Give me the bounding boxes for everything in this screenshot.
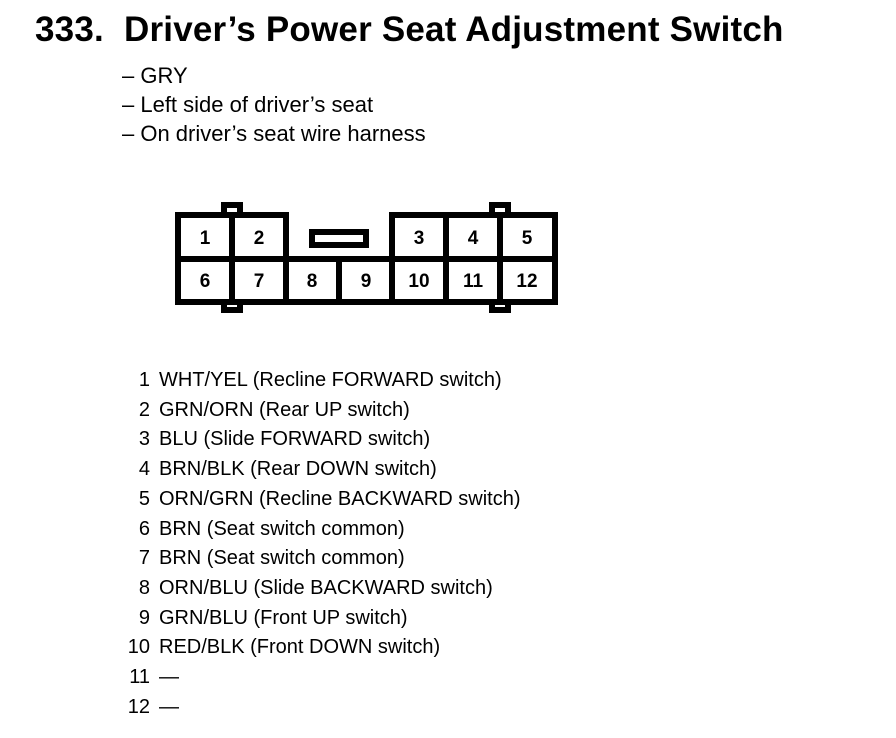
pin-description: BRN (Seat switch common) — [159, 547, 405, 570]
pin-row — [120, 366, 521, 396]
cavity-label-9: 9 — [360, 271, 372, 292]
pin-list — [120, 366, 521, 722]
cavity-label-10: 10 — [408, 271, 430, 292]
pin-row — [120, 455, 521, 485]
cavity-label-1: 1 — [199, 228, 211, 249]
pin-description: GRN/ORN (Rear UP switch) — [159, 398, 410, 421]
connector-diagram — [160, 195, 580, 325]
pin-number: 1 — [138, 369, 150, 391]
pin-description: GRN/BLU (Front UP switch) — [159, 606, 408, 629]
pin-number: 9 — [138, 606, 150, 629]
pin-row — [120, 693, 521, 723]
connector-notes — [122, 61, 426, 148]
pin-number: 7 — [138, 547, 150, 570]
pin-description: — — [159, 695, 179, 718]
cavity-label-12: 12 — [516, 271, 538, 292]
cavity-label-6: 6 — [199, 271, 211, 292]
title-text: Driver’s Power Seat Adjustment Switch — [124, 10, 784, 49]
pin-description: WHT/YEL (Recline FORWARD switch) — [159, 369, 502, 391]
page-title — [35, 10, 784, 50]
pin-row — [120, 663, 521, 693]
note-location: – Left side of driver’s seat — [122, 92, 374, 117]
pin-row — [120, 633, 521, 663]
cavity-label-5: 5 — [521, 228, 533, 249]
pin-description: BRN/BLK (Rear DOWN switch) — [159, 458, 437, 481]
connector-key — [312, 232, 366, 245]
cavity-label-4: 4 — [467, 228, 479, 249]
pin-number: 4 — [138, 458, 150, 481]
note-harness: – On driver’s seat wire harness — [122, 121, 426, 146]
note-color: – GRY — [122, 63, 188, 88]
pin-row — [120, 574, 521, 604]
pin-row — [120, 485, 521, 515]
pin-number: 10 — [127, 636, 150, 659]
pin-row — [120, 396, 521, 426]
cavity-label-2: 2 — [253, 228, 265, 249]
pin-description: BRN (Seat switch common) — [159, 517, 405, 540]
pin-number: 8 — [138, 576, 150, 599]
pin-description: RED/BLK (Front DOWN switch) — [159, 636, 441, 659]
pin-number: 11 — [129, 666, 150, 689]
cavity-label-7: 7 — [253, 271, 265, 292]
pin-number: 2 — [138, 398, 150, 421]
pin-row — [120, 604, 521, 634]
pin-row — [120, 544, 521, 574]
pin-number: 5 — [138, 487, 150, 510]
section-number: 333. — [35, 10, 104, 49]
cavity-label-8: 8 — [306, 271, 318, 292]
pin-number: 3 — [138, 428, 150, 451]
cavity-label-3: 3 — [413, 228, 425, 249]
pin-row — [120, 425, 521, 455]
pin-description: BLU (Slide FORWARD switch) — [159, 428, 431, 451]
cavity-label-11: 11 — [462, 271, 484, 292]
pin-description: ORN/GRN (Recline BACKWARD switch) — [159, 487, 521, 510]
pin-description: — — [159, 666, 179, 689]
pin-row — [120, 515, 521, 545]
pin-number: 6 — [138, 517, 150, 540]
pin-number: 12 — [127, 695, 150, 718]
pin-description: ORN/BLU (Slide BACKWARD switch) — [159, 576, 493, 599]
